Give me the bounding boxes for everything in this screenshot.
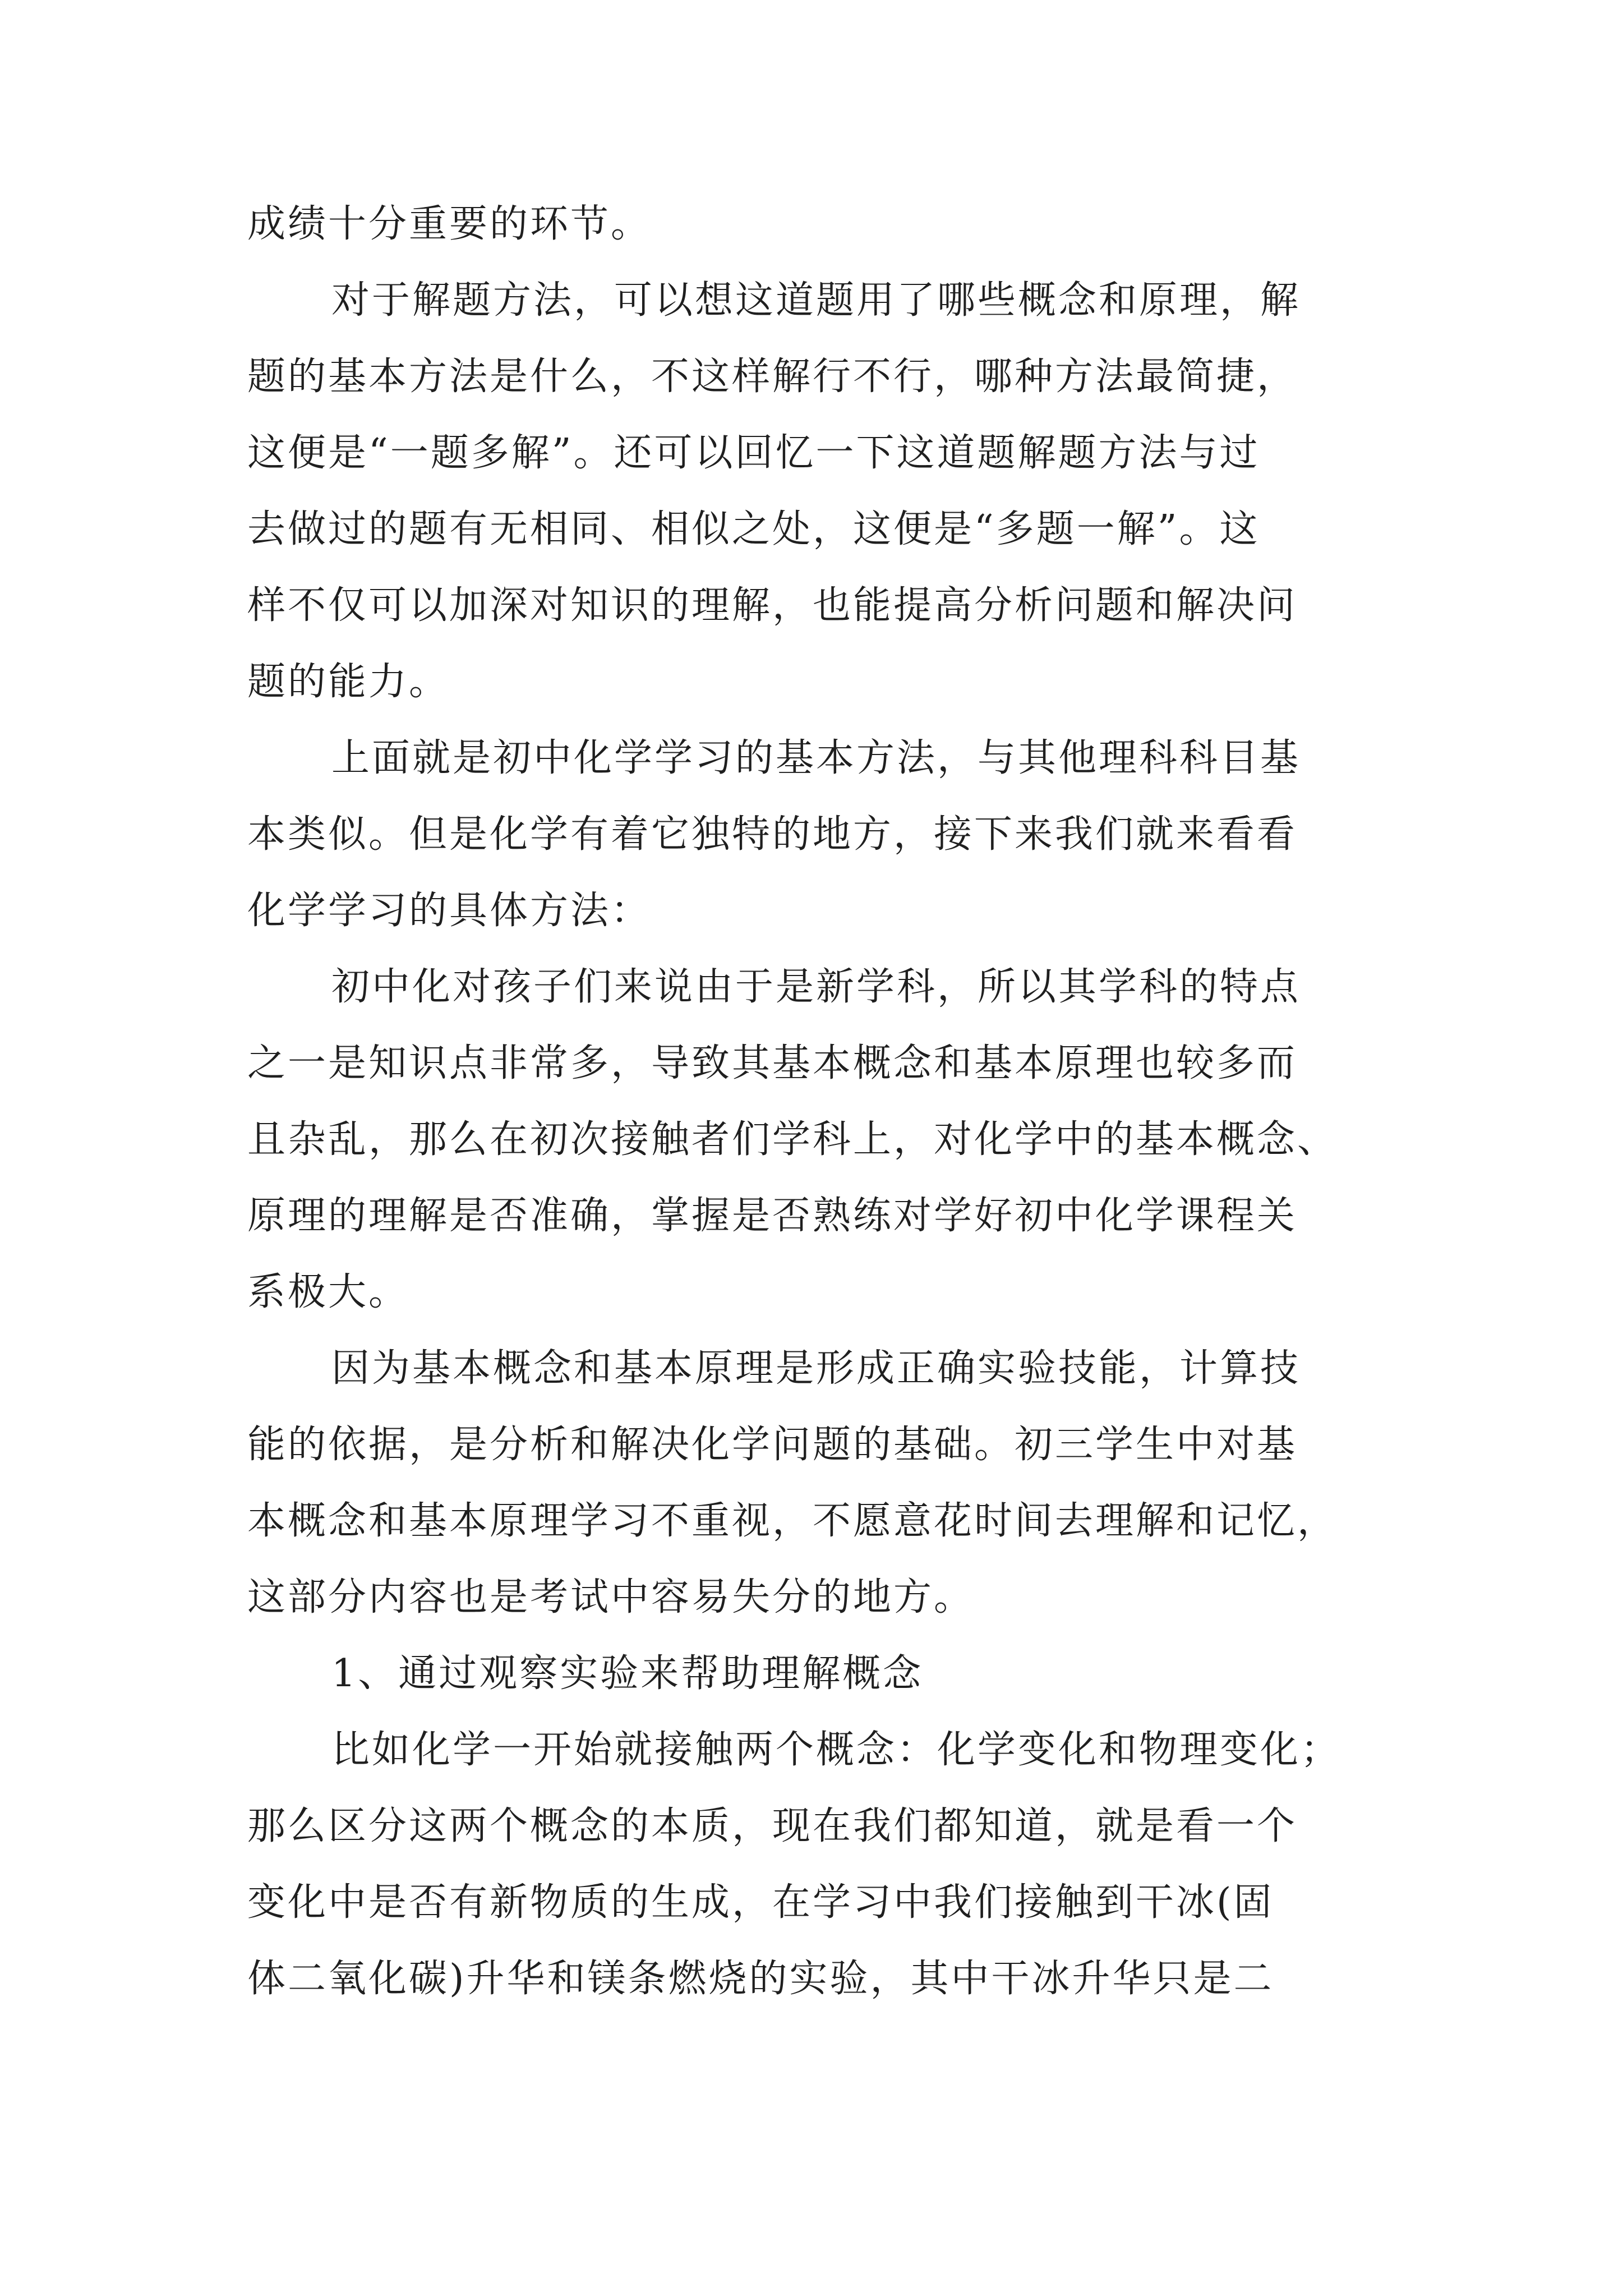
text-line: 体二氧化碳)升华和镁条燃烧的实验，其中干冰升华只是二: [247, 1957, 1274, 2001]
text-line: 这部分内容也是考试中容易失分的地方。: [247, 1575, 975, 1619]
text-line: 成绩十分重要的环节。: [247, 202, 652, 246]
text-line: 那么区分这两个概念的本质，现在我们都知道，就是看一个: [247, 1804, 1298, 1848]
text-line: 原理的理解是否准确，掌握是否熟练对学好初中化学课程关: [247, 1194, 1298, 1238]
text-line: 上面就是初中化学学习的基本方法，与其他理科科目基: [331, 736, 1301, 780]
text-line: 比如化学一开始就接触两个概念：化学变化和物理变化；: [331, 1728, 1341, 1772]
text-line: 样不仅可以加深对知识的理解，也能提高分析问题和解决问: [247, 583, 1298, 628]
text-line: 化学学习的具体方法：: [247, 889, 652, 933]
text-line: 变化中是否有新物质的生成，在学习中我们接触到干冰(固: [247, 1880, 1274, 1925]
text-line: 能的依据，是分析和解决化学问题的基础。初三学生中对基: [247, 1423, 1298, 1467]
text-line: 之一是知识点非常多，导致其基本概念和基本原理也较多而: [247, 1041, 1298, 1085]
text-line: 初中化对孩子们来说由于是新学科，所以其学科的特点: [331, 965, 1301, 1009]
text-line: 1、通过观察实验来帮助理解概念: [331, 1651, 924, 1696]
text-line: 本概念和基本原理学习不重视，不愿意花时间去理解和记忆，: [247, 1499, 1338, 1543]
text-line: 且杂乱，那么在初次接触者们学科上，对化学中的基本概念、: [247, 1117, 1338, 1162]
body-text: [247, 186, 1375, 2017]
text-line: 因为基本概念和基本原理是形成正确实验技能，计算技: [331, 1346, 1301, 1391]
text-line: 去做过的题有无相同、相似之处，这便是“多题一解”。这: [247, 507, 1260, 551]
text-line: 题的能力。: [247, 660, 450, 704]
text-line: 这便是“一题多解”。还可以回忆一下这道题解题方法与过: [247, 431, 1260, 475]
text-line: 本类似。但是化学有着它独特的地方，接下来我们就来看看: [247, 812, 1298, 857]
text-line: 系极大。: [247, 1270, 409, 1314]
text-line: 题的基本方法是什么，不这样解行不行，哪种方法最简捷，: [247, 355, 1298, 399]
text-line: 对于解题方法，可以想这道题用了哪些概念和原理，解: [331, 278, 1301, 323]
